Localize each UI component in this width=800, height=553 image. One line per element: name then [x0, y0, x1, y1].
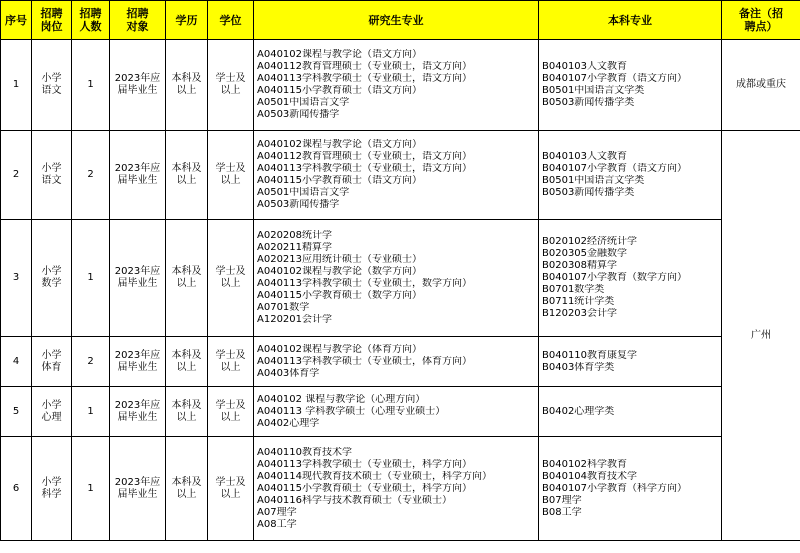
- cell-count: 1: [72, 437, 110, 541]
- cell-undergrad-major: [539, 40, 722, 131]
- table-row: [1, 387, 800, 437]
- list-item: B0711统计学类: [542, 296, 615, 307]
- cell-position: 小学语文: [32, 40, 72, 131]
- cell-education: 本科及以上: [166, 220, 208, 337]
- table-row: [1, 437, 800, 541]
- list-item: A040102课程与教学论（数学方向）: [257, 266, 423, 277]
- cell-undergrad-major: [539, 337, 722, 387]
- list-item: A040115小学教育硕士（语文方向）: [257, 85, 423, 96]
- cell-degree: 学士及以上: [208, 387, 254, 437]
- list-item: A040115小学教育硕士（数学方向）: [257, 290, 423, 301]
- list-item: A040102课程与教学论（语文方向）: [257, 139, 423, 150]
- list-item: A040112教育管理硕士（专业硕士，语文方向）: [257, 61, 473, 72]
- list-item: A040116科学与技术教育硕士（专业硕士）: [257, 494, 453, 506]
- cell-target: 2023年应届毕业生: [110, 40, 166, 131]
- list-item: B0501中国语言文学类: [542, 175, 645, 186]
- list-item: B040107小学教育（数学方向）: [542, 272, 688, 283]
- cell-seq: 5: [1, 387, 32, 437]
- list-item: B040107小学教育（语文方向）: [542, 73, 688, 84]
- header-education: 学历: [166, 1, 208, 40]
- cell-seq: 6: [1, 437, 32, 541]
- cell-seq: 4: [1, 337, 32, 387]
- list-item: A0403体育学: [257, 367, 320, 379]
- cell-count: 1: [72, 387, 110, 437]
- list-item: A040102 课程与教学论（心理方向）: [257, 393, 426, 405]
- cell-target: 2023年应届毕业生: [110, 131, 166, 220]
- list-item: B040103人文教育: [542, 61, 628, 72]
- cell-target: 2023年应届毕业生: [110, 387, 166, 437]
- list-item: B040107小学教育（语文方向）: [542, 163, 688, 174]
- cell-seq: 3: [1, 220, 32, 337]
- list-item: A040115小学教育硕士（专业硕士，科学方向）: [257, 482, 473, 494]
- cell-remark: 成都或重庆: [722, 40, 800, 131]
- list-item: B0402心理学类: [542, 405, 615, 417]
- cell-undergrad-major: [539, 220, 722, 337]
- list-item: A0503新闻传播学: [257, 109, 340, 120]
- list-item: A040115小学教育硕士（语文方向）: [257, 175, 423, 186]
- table-row: [1, 220, 800, 337]
- cell-position: 小学科学: [32, 437, 72, 541]
- header-position: 招聘岗位: [32, 1, 72, 40]
- cell-education: 本科及以上: [166, 437, 208, 541]
- cell-education: 本科及以上: [166, 40, 208, 131]
- list-item: A040113学科教学硕士（专业硕士，语文方向）: [257, 163, 473, 174]
- list-item: A020208统计学: [257, 230, 333, 241]
- list-item: A0501中国语言文学: [257, 187, 350, 198]
- list-item: B120203会计学: [542, 308, 618, 319]
- header-row: [1, 1, 800, 40]
- header-target: 招聘对象: [110, 1, 166, 40]
- list-item: B0403体育学类: [542, 361, 615, 373]
- list-item: A0402心理学: [257, 417, 320, 429]
- list-item: A040113学科教学硕士（专业硕士，科学方向）: [257, 458, 473, 470]
- list-item: A040112教育管理硕士（专业硕士，语文方向）: [257, 151, 473, 162]
- list-item: B0501中国语言文学类: [542, 85, 645, 96]
- cell-position: 小学体育: [32, 337, 72, 387]
- list-item: A020213应用统计硕士（专业硕士）: [257, 254, 423, 265]
- cell-grad-major: [254, 40, 539, 131]
- table-row: [1, 337, 800, 387]
- cell-target: 2023年应届毕业生: [110, 437, 166, 541]
- cell-undergrad-major: [539, 131, 722, 220]
- cell-degree: 学士及以上: [208, 437, 254, 541]
- list-item: A040110教育技术学: [257, 446, 353, 458]
- list-item: B020308精算学: [542, 260, 618, 271]
- cell-education: 本科及以上: [166, 337, 208, 387]
- cell-degree: 学士及以上: [208, 337, 254, 387]
- list-item: B0503新闻传播学类: [542, 187, 635, 198]
- cell-degree: 学士及以上: [208, 40, 254, 131]
- list-item: A040114现代教育技术硕士（专业硕士，科学方向）: [257, 470, 493, 482]
- cell-education: 本科及以上: [166, 131, 208, 220]
- cell-position: 小学语文: [32, 131, 72, 220]
- cell-count: 2: [72, 337, 110, 387]
- list-item: B0701数学类: [542, 284, 605, 295]
- cell-seq: 1: [1, 40, 32, 131]
- table-row: [1, 40, 800, 131]
- cell-count: 1: [72, 40, 110, 131]
- cell-count: 1: [72, 220, 110, 337]
- cell-undergrad-major: [539, 437, 722, 541]
- list-item: A040102课程与教学论（语文方向）: [257, 49, 423, 60]
- header-grad-major: 研究生专业: [254, 1, 539, 40]
- list-item: B07理学: [542, 494, 582, 506]
- cell-undergrad-major: [539, 387, 722, 437]
- list-item: B040102科学教育: [542, 458, 628, 470]
- list-item: A0501中国语言文学: [257, 97, 350, 108]
- cell-position: 小学数学: [32, 220, 72, 337]
- cell-target: 2023年应届毕业生: [110, 337, 166, 387]
- header-count: 招聘人数: [72, 1, 110, 40]
- list-item: B040104教育技术学: [542, 470, 638, 482]
- header-remark: 备注（招聘点）: [722, 1, 800, 40]
- cell-seq: 2: [1, 131, 32, 220]
- list-item: B08工学: [542, 506, 582, 518]
- list-item: A0701数学: [257, 302, 310, 313]
- cell-remark: 广州: [722, 131, 800, 541]
- cell-degree: 学士及以上: [208, 220, 254, 337]
- cell-count: 2: [72, 131, 110, 220]
- list-item: A040113学科教学硕士（专业硕士，语文方向）: [257, 73, 473, 84]
- list-item: B040107小学教育（科学方向）: [542, 482, 688, 494]
- cell-target: 2023年应届毕业生: [110, 220, 166, 337]
- list-item: B040103人文教育: [542, 151, 628, 162]
- list-item: A040113学科教学硕士（专业硕士，体育方向）: [257, 355, 473, 367]
- cell-grad-major: [254, 387, 539, 437]
- cell-degree: 学士及以上: [208, 131, 254, 220]
- list-item: A040113学科教学硕士（专业硕士，数学方向）: [257, 278, 473, 289]
- header-undergrad-major: 本科专业: [539, 1, 722, 40]
- cell-position: 小学心理: [32, 387, 72, 437]
- list-item: A08工学: [257, 518, 297, 530]
- header-seq: 序号: [1, 1, 32, 40]
- cell-grad-major: [254, 437, 539, 541]
- cell-grad-major: [254, 337, 539, 387]
- cell-grad-major: [254, 131, 539, 220]
- list-item: A020211精算学: [257, 242, 333, 253]
- list-item: A120201会计学: [257, 314, 333, 325]
- cell-education: 本科及以上: [166, 387, 208, 437]
- list-item: A0503新闻传播学: [257, 199, 340, 210]
- list-item: B0503新闻传播学类: [542, 97, 635, 108]
- list-item: B020102经济统计学: [542, 236, 638, 247]
- list-item: A040113 学科教学硕士（心理专业硕士）: [257, 405, 446, 417]
- list-item: B020305金融数学: [542, 248, 628, 259]
- cell-grad-major: [254, 220, 539, 337]
- header-degree: 学位: [208, 1, 254, 40]
- list-item: A07理学: [257, 506, 297, 518]
- list-item: B040110教育康复学: [542, 349, 638, 361]
- table-row: [1, 131, 800, 220]
- list-item: A040102课程与教学论（体育方向）: [257, 343, 423, 355]
